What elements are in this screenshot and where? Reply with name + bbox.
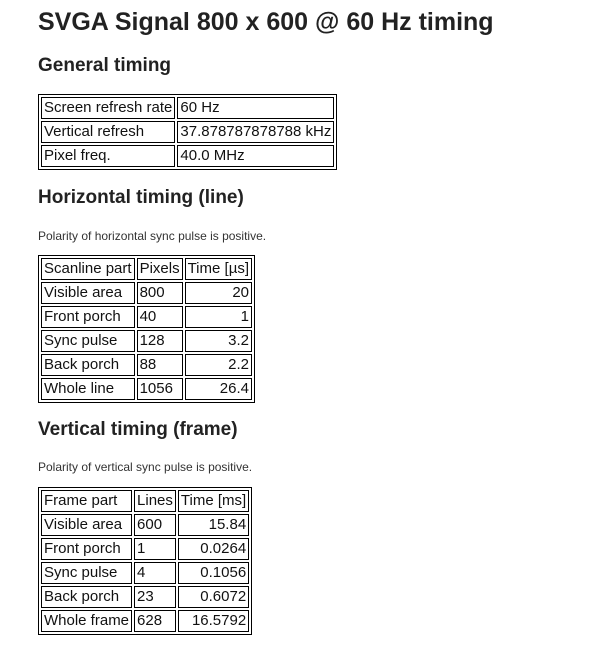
horizontal-polarity-note: Polarity of horizontal sync pulse is positive. — [38, 229, 267, 243]
column-header: Pixels — [137, 258, 183, 280]
row-lines: 628 — [134, 610, 176, 632]
row-part: Sync pulse — [41, 562, 132, 584]
column-header: Time [ms] — [178, 490, 249, 512]
row-part: Sync pulse — [41, 330, 135, 352]
table-row — [41, 514, 249, 536]
table-row — [41, 330, 252, 352]
row-pixels: 1056 — [137, 378, 183, 400]
table-row — [41, 538, 249, 560]
vertical-timing-table — [38, 487, 252, 635]
row-time: 0.0264 — [178, 538, 249, 560]
table-header-row — [41, 490, 249, 512]
row-value: 40.0 MHz — [177, 145, 334, 167]
row-time: 26.4 — [185, 378, 252, 400]
vertical-timing-heading: Vertical timing (frame) — [38, 419, 238, 440]
table-row — [41, 562, 249, 584]
row-pixels: 88 — [137, 354, 183, 376]
column-header: Frame part — [41, 490, 132, 512]
general-timing-heading: General timing — [38, 55, 172, 76]
row-label: Screen refresh rate — [41, 97, 175, 119]
column-header: Lines — [134, 490, 176, 512]
horizontal-timing-table — [38, 255, 255, 403]
row-label: Pixel freq. — [41, 145, 175, 167]
row-time: 3.2 — [185, 330, 252, 352]
row-time: 20 — [185, 282, 252, 304]
table-row — [41, 354, 252, 376]
table-header-row — [41, 258, 252, 280]
row-pixels: 40 — [137, 306, 183, 328]
row-time: 16.5792 — [178, 610, 249, 632]
row-time: 15.84 — [178, 514, 249, 536]
row-lines: 600 — [134, 514, 176, 536]
row-part: Whole line — [41, 378, 135, 400]
table-row — [41, 282, 252, 304]
vertical-polarity-note: Polarity of vertical sync pulse is positive. — [38, 460, 253, 474]
table-row — [41, 306, 252, 328]
row-value: 37.878787878788 kHz — [177, 121, 334, 143]
row-part: Visible area — [41, 282, 135, 304]
row-pixels: 800 — [137, 282, 183, 304]
row-lines: 4 — [134, 562, 176, 584]
table-row — [41, 610, 249, 632]
horizontal-timing-heading: Horizontal timing (line) — [38, 187, 244, 208]
row-value: 60 Hz — [177, 97, 334, 119]
table-row — [41, 586, 249, 608]
row-time: 2.2 — [185, 354, 252, 376]
general-timing-table — [38, 94, 337, 170]
row-part: Whole frame — [41, 610, 132, 632]
page-title: SVGA Signal 800 x 600 @ 60 Hz timing — [38, 8, 494, 36]
row-pixels: 128 — [137, 330, 183, 352]
column-header: Time [µs] — [185, 258, 252, 280]
row-lines: 1 — [134, 538, 176, 560]
row-part: Front porch — [41, 306, 135, 328]
row-lines: 23 — [134, 586, 176, 608]
row-time: 0.6072 — [178, 586, 249, 608]
table-row — [41, 378, 252, 400]
table-row — [41, 121, 334, 143]
row-time: 0.1056 — [178, 562, 249, 584]
table-row — [41, 145, 334, 167]
row-part: Back porch — [41, 354, 135, 376]
row-part: Back porch — [41, 586, 132, 608]
row-part: Front porch — [41, 538, 132, 560]
row-time: 1 — [185, 306, 252, 328]
row-label: Vertical refresh — [41, 121, 175, 143]
table-row — [41, 97, 334, 119]
column-header: Scanline part — [41, 258, 135, 280]
row-part: Visible area — [41, 514, 132, 536]
